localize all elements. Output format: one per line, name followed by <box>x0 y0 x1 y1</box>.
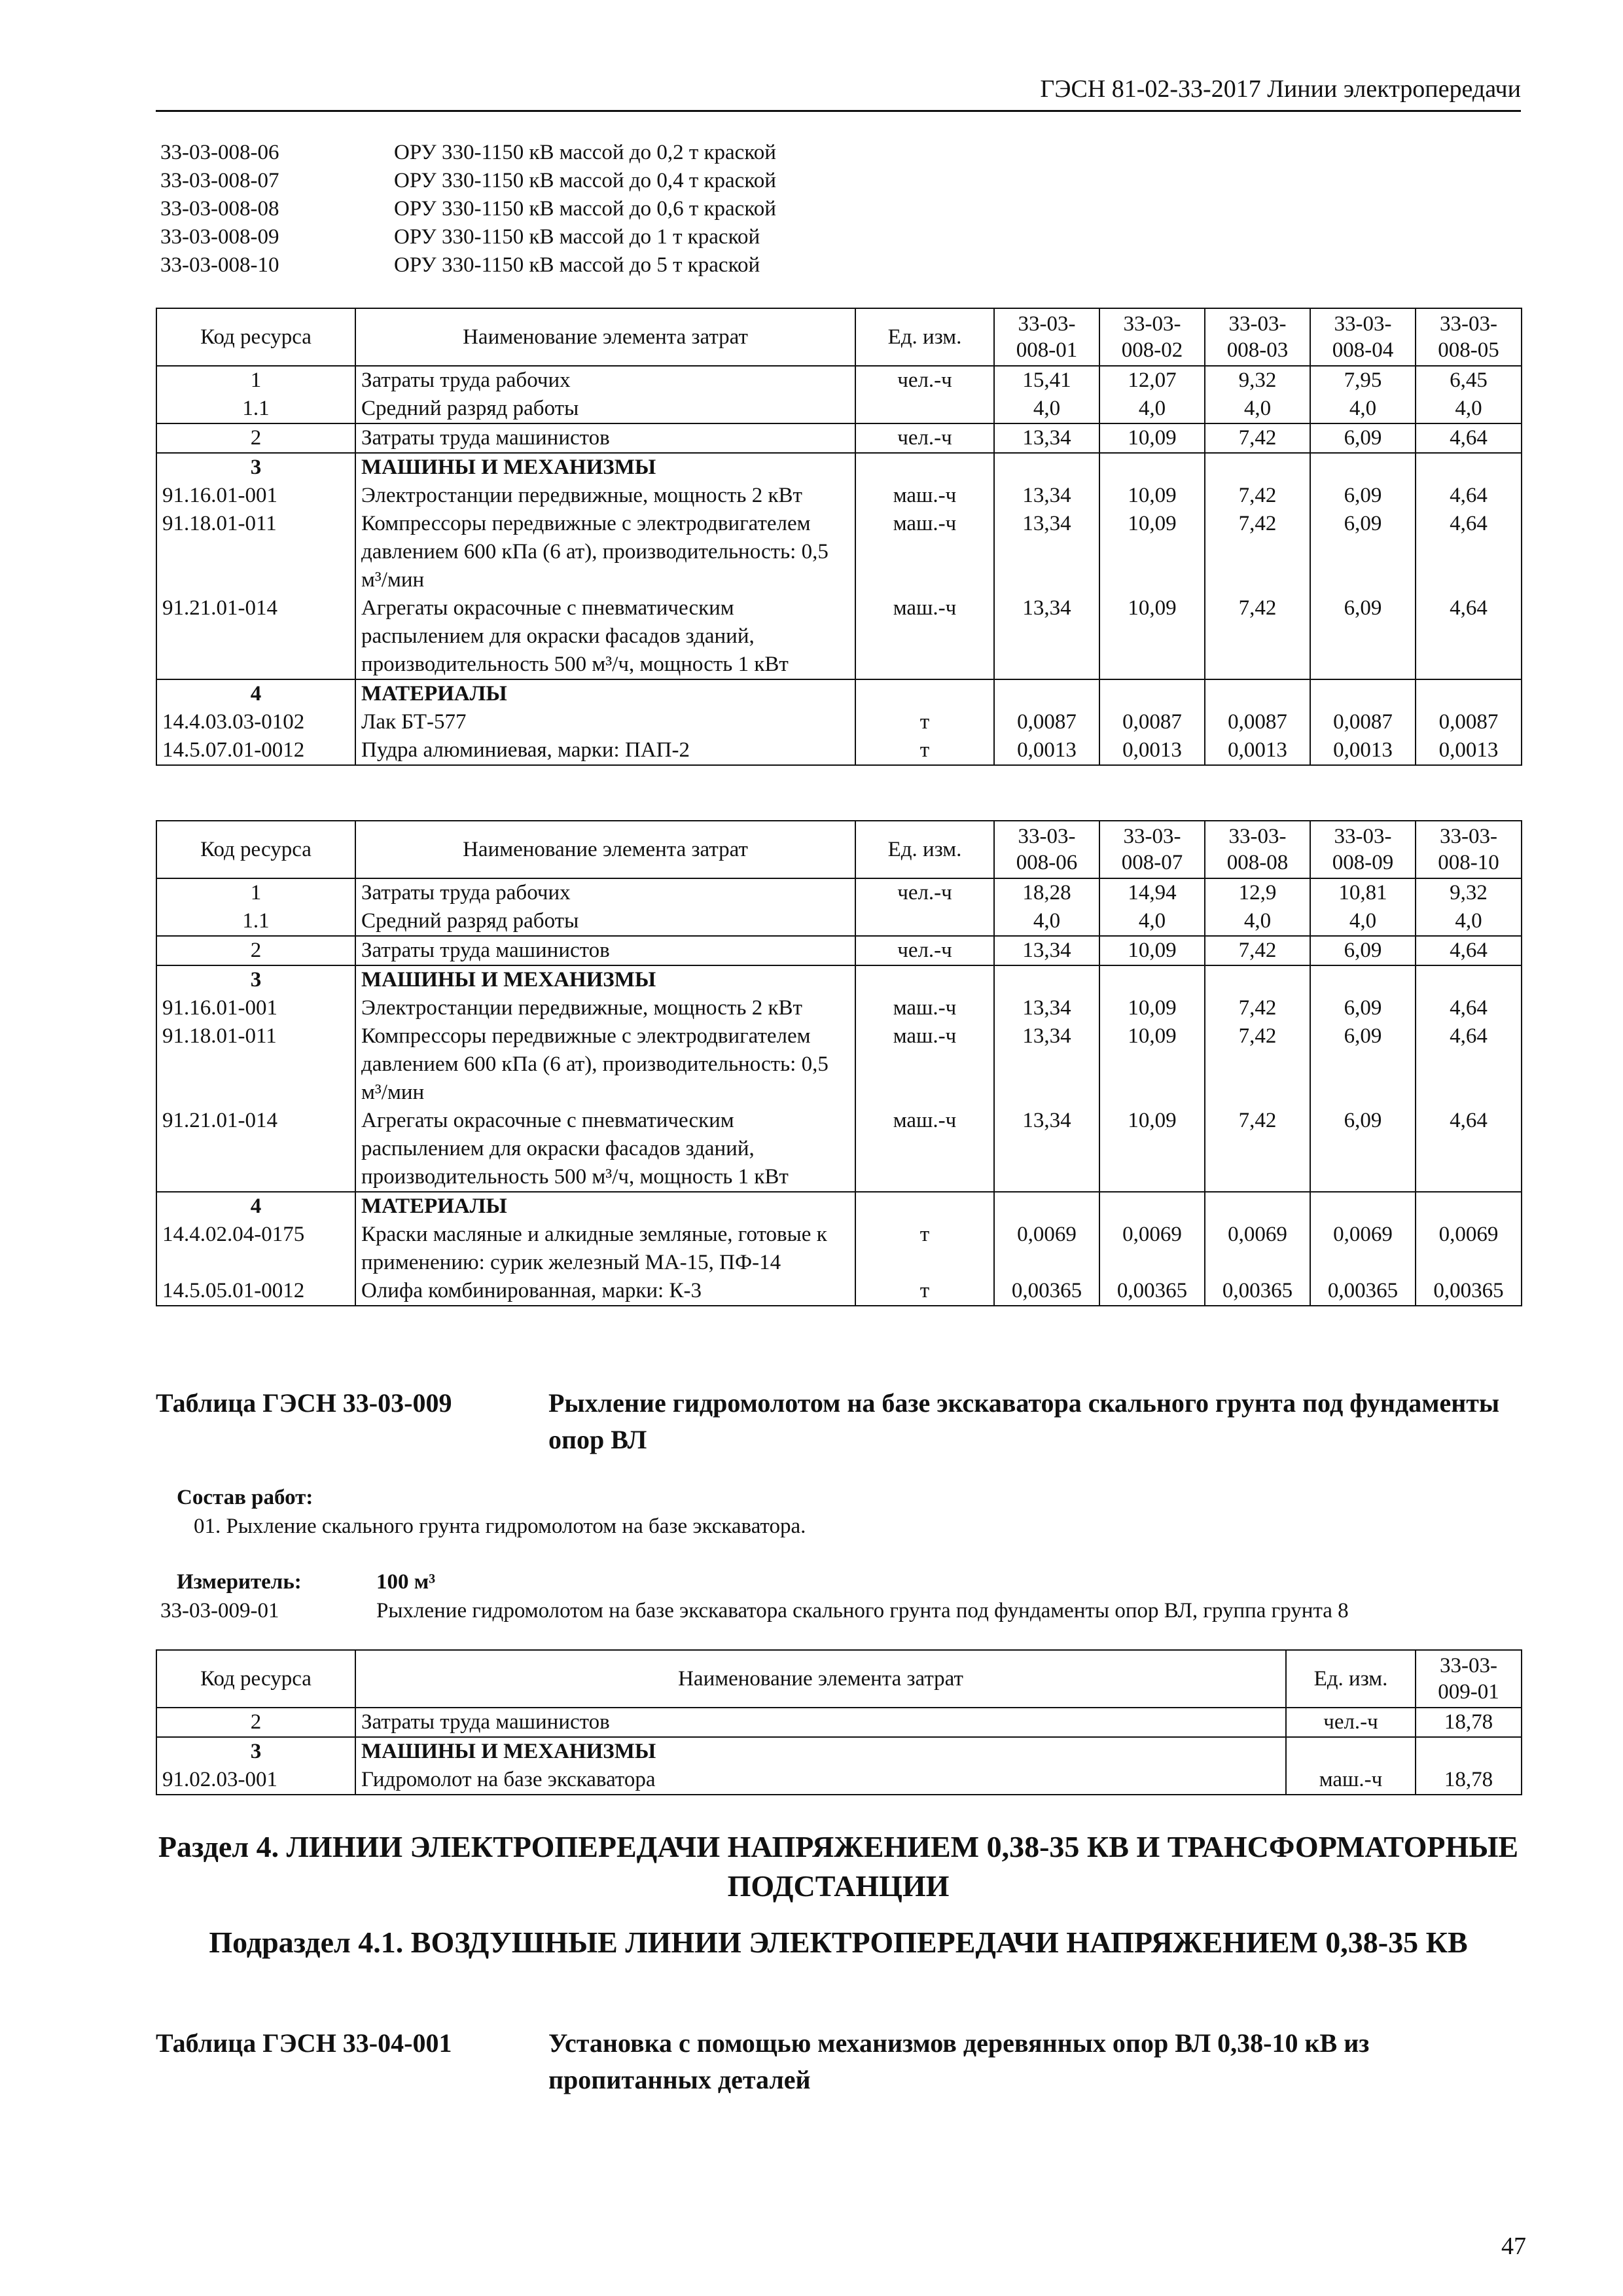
header-unit: Ед. изм. <box>855 821 994 878</box>
table-header-row <box>156 308 1522 366</box>
cell-value: 12,07 <box>1099 366 1205 395</box>
code-list-name: ОРУ 330-1150 кВ массой до 1 т краской <box>394 225 760 249</box>
cell-value: 0,00365 <box>1310 1277 1416 1306</box>
cell-value: 7,42 <box>1205 510 1310 594</box>
cell-value: 0,0013 <box>1416 736 1522 765</box>
table-row <box>156 708 1522 736</box>
cell-value: 12,9 <box>1205 878 1310 907</box>
table-row <box>156 736 1522 765</box>
header-norm-code: 33-03-008-04 <box>1310 308 1416 366</box>
cell-value <box>1205 1192 1310 1221</box>
cell-code: 1 <box>156 366 355 395</box>
table-row <box>156 1277 1522 1306</box>
code-list-code: 33-03-008-06 <box>160 141 279 164</box>
header-norm-code: 33-03-008-01 <box>994 308 1099 366</box>
cell-value <box>1416 1192 1522 1221</box>
cell-value <box>1205 965 1310 994</box>
cell-value: 4,0 <box>1416 907 1522 936</box>
table-row <box>156 1022 1522 1107</box>
cell-value: 4,0 <box>1310 907 1416 936</box>
cell-value: 4,0 <box>1099 395 1205 423</box>
cell-value <box>1310 1192 1416 1221</box>
cell-unit <box>855 453 994 482</box>
cell-code: 91.16.01-001 <box>156 994 355 1022</box>
cell-value: 0,0069 <box>1416 1221 1522 1277</box>
header-name: Наименование элемента затрат <box>355 821 855 878</box>
code-list-name: ОРУ 330-1150 кВ массой до 0,2 т краской <box>394 141 776 164</box>
cell-code: 14.5.05.01-0012 <box>156 1277 355 1306</box>
cell-value: 10,09 <box>1099 1022 1205 1107</box>
cell-value: 7,95 <box>1310 366 1416 395</box>
meter-value: 100 м³ <box>376 1570 436 1594</box>
header-unit: Ед. изм. <box>855 308 994 366</box>
code-list-name: ОРУ 330-1150 кВ массой до 5 т краской <box>394 253 760 277</box>
cell-name: Затраты труда машинистов <box>355 936 855 965</box>
cell-unit <box>855 679 994 708</box>
resource-table-008-01-05 <box>156 308 1522 766</box>
cell-value <box>994 1192 1099 1221</box>
cell-unit: т <box>855 708 994 736</box>
code-list-item <box>160 195 776 223</box>
cell-value <box>1416 679 1522 708</box>
cell-value: 7,42 <box>1205 423 1310 453</box>
table-row <box>156 878 1522 907</box>
cell-name: МАТЕРИАЛЫ <box>355 1192 855 1221</box>
cell-value: 0,0087 <box>1310 708 1416 736</box>
cell-unit: маш.-ч <box>855 1022 994 1107</box>
cell-code: 2 <box>156 423 355 453</box>
cell-value: 4,64 <box>1416 1107 1522 1192</box>
cell-value: 10,81 <box>1310 878 1416 907</box>
cell-name: Олифа комбинированная, марки: К-3 <box>355 1277 855 1306</box>
cell-name: Краски масляные и алкидные земляные, готовые к применению: сурик железный МА-15, ПФ-14 <box>355 1221 855 1277</box>
cell-value <box>994 679 1099 708</box>
cell-value: 0,0069 <box>1099 1221 1205 1277</box>
cell-value: 0,0087 <box>1416 708 1522 736</box>
table-row <box>156 1766 1522 1795</box>
cell-value: 7,42 <box>1205 1107 1310 1192</box>
code-list-name: ОРУ 330-1150 кВ массой до 0,6 т краской <box>394 197 776 221</box>
cell-value: 4,0 <box>1099 907 1205 936</box>
running-header: ГЭСН 81-02-33-2017 Линии электропередачи <box>156 71 1521 112</box>
cell-value: 6,09 <box>1310 482 1416 510</box>
cell-code: 3 <box>156 1737 355 1766</box>
resource-table-009 <box>156 1649 1522 1795</box>
cell-value: 13,34 <box>994 994 1099 1022</box>
table-row <box>156 366 1522 395</box>
cell-unit <box>855 965 994 994</box>
cell-value: 4,0 <box>1416 395 1522 423</box>
cell-code: 4 <box>156 1192 355 1221</box>
cell-code: 91.21.01-014 <box>156 594 355 679</box>
header-norm-code: 33-03-008-07 <box>1099 821 1205 878</box>
section-4-title: Раздел 4. ЛИНИИ ЭЛЕКТРОПЕРЕДАЧИ НАПРЯЖЕНИЕМ 0,38-35 КВ И ТРАНСФОРМАТОРНЫЕ ПОДСТАНЦИИ <box>158 1830 1519 1903</box>
cell-value: 10,09 <box>1099 423 1205 453</box>
cell-unit <box>855 907 994 936</box>
cell-code: 14.4.02.04-0175 <box>156 1221 355 1277</box>
cell-value: 10,09 <box>1099 594 1205 679</box>
header-norm-code: 33-03-008-02 <box>1099 308 1205 366</box>
cell-unit: т <box>855 736 994 765</box>
table-row <box>156 965 1522 994</box>
cell-value <box>1099 453 1205 482</box>
cell-value: 6,45 <box>1416 366 1522 395</box>
table-row <box>156 510 1522 594</box>
table-row <box>156 395 1522 423</box>
cell-name: МАШИНЫ И МЕХАНИЗМЫ <box>355 453 855 482</box>
cell-value: 6,09 <box>1310 423 1416 453</box>
cell-value: 13,34 <box>994 510 1099 594</box>
cell-name: Лак БТ-577 <box>355 708 855 736</box>
cell-value: 0,0013 <box>1099 736 1205 765</box>
table-row <box>156 1192 1522 1221</box>
cell-code: 91.18.01-011 <box>156 1022 355 1107</box>
cell-value: 13,34 <box>994 423 1099 453</box>
table-row <box>156 423 1522 453</box>
cell-unit: т <box>855 1277 994 1306</box>
cell-name: Электростанции передвижные, мощность 2 кВт <box>355 482 855 510</box>
cell-value: 0,0013 <box>1310 736 1416 765</box>
cell-value: 15,41 <box>994 366 1099 395</box>
cell-unit: маш.-ч <box>855 594 994 679</box>
cell-name: МАШИНЫ И МЕХАНИЗМЫ <box>355 1737 1286 1766</box>
header-name: Наименование элемента затрат <box>355 308 855 366</box>
cell-value: 6,09 <box>1310 936 1416 965</box>
cell-value: 4,64 <box>1416 510 1522 594</box>
cell-value <box>1310 679 1416 708</box>
code-list-name: ОРУ 330-1150 кВ массой до 0,4 т краской <box>394 169 776 192</box>
cell-value: 18,28 <box>994 878 1099 907</box>
header-norm-code: 33-03-008-10 <box>1416 821 1522 878</box>
cell-value: 10,09 <box>1099 482 1205 510</box>
cell-code: 2 <box>156 936 355 965</box>
top-code-list <box>160 139 776 279</box>
cell-value: 0,0069 <box>1310 1221 1416 1277</box>
header-norm-code: 33-03-008-08 <box>1205 821 1310 878</box>
cell-name: МАТЕРИАЛЫ <box>355 679 855 708</box>
cell-value: 6,09 <box>1310 1107 1416 1192</box>
table-row <box>156 1221 1522 1277</box>
cell-code: 1 <box>156 878 355 907</box>
cell-value: 7,42 <box>1205 936 1310 965</box>
cell-code: 3 <box>156 453 355 482</box>
header-norm-code: 33-03-008-06 <box>994 821 1099 878</box>
cell-value <box>1099 1192 1205 1221</box>
cell-value: 0,0013 <box>994 736 1099 765</box>
cell-value: 4,64 <box>1416 594 1522 679</box>
cell-value: 4,0 <box>1310 395 1416 423</box>
cell-code: 4 <box>156 679 355 708</box>
code-list-item <box>160 139 776 167</box>
cell-code: 1.1 <box>156 907 355 936</box>
header-code: Код ресурса <box>156 821 355 878</box>
cell-value: 0,0087 <box>994 708 1099 736</box>
header-norm-code: 33-03-008-09 <box>1310 821 1416 878</box>
cell-name: Средний разряд работы <box>355 395 855 423</box>
cell-name: Агрегаты окрасочные с пневматическим распылением для окраски фасадов зданий, производительность 500 м³/ч, мощность 1 кВт <box>355 594 855 679</box>
cell-unit <box>855 395 994 423</box>
cell-unit: чел.-ч <box>855 366 994 395</box>
cell-value <box>1416 965 1522 994</box>
cell-name: Компрессоры передвижные с электродвигателем давлением 600 кПа (6 ат), производительность: 0,5 м³/мин <box>355 1022 855 1107</box>
cell-value: 13,34 <box>994 482 1099 510</box>
cell-value: 0,00365 <box>1205 1277 1310 1306</box>
cell-value: 7,42 <box>1205 1022 1310 1107</box>
cell-code: 1.1 <box>156 395 355 423</box>
cell-code: 14.4.03.03-0102 <box>156 708 355 736</box>
cell-unit: чел.-ч <box>855 936 994 965</box>
cell-name: МАШИНЫ И МЕХАНИЗМЫ <box>355 965 855 994</box>
cell-value <box>1099 965 1205 994</box>
cell-name: Затраты труда рабочих <box>355 878 855 907</box>
cell-value: 4,0 <box>994 395 1099 423</box>
cell-name: Затраты труда машинистов <box>355 1708 1286 1737</box>
table-row <box>156 453 1522 482</box>
cell-value <box>1099 679 1205 708</box>
header-norm-code: 33-03-008-03 <box>1205 308 1310 366</box>
cell-value: 14,94 <box>1099 878 1205 907</box>
table-row <box>156 482 1522 510</box>
cell-value: 7,42 <box>1205 482 1310 510</box>
cell-value: 4,0 <box>1205 907 1310 936</box>
cell-value: 0,00365 <box>1099 1277 1205 1306</box>
work-composition-label: Состав работ: <box>177 1486 313 1509</box>
cell-code: 2 <box>156 1708 355 1737</box>
cell-value: 13,34 <box>994 594 1099 679</box>
cell-value <box>1310 965 1416 994</box>
header-norm-code: 33-03-008-05 <box>1416 308 1522 366</box>
table-row <box>156 936 1522 965</box>
cell-value: 0,0069 <box>994 1221 1099 1277</box>
cell-name: Затраты труда рабочих <box>355 366 855 395</box>
cell-value: 7,42 <box>1205 994 1310 1022</box>
cell-value: 0,0013 <box>1205 736 1310 765</box>
cell-code: 91.18.01-011 <box>156 510 355 594</box>
cell-value: 4,0 <box>1205 395 1310 423</box>
resource-table-008-06-10 <box>156 820 1522 1306</box>
table-4001-title: Установка с помощью механизмов деревянных опор ВЛ 0,38-10 кВ из пропитанных деталей <box>548 2028 1370 2094</box>
work-composition <box>177 1483 806 1541</box>
cell-value: 4,64 <box>1416 1022 1522 1107</box>
cell-value: 4,64 <box>1416 423 1522 453</box>
cell-value: 6,09 <box>1310 994 1416 1022</box>
cell-value: 18,78 <box>1416 1766 1522 1795</box>
cell-name: Компрессоры передвижные с электродвигателем давлением 600 кПа (6 ат), производительность: 0,5 м³/мин <box>355 510 855 594</box>
cell-code: 3 <box>156 965 355 994</box>
cell-unit: маш.-ч <box>855 482 994 510</box>
table-row <box>156 594 1522 679</box>
cell-value: 9,32 <box>1205 366 1310 395</box>
cell-unit: маш.-ч <box>855 994 994 1022</box>
cell-value <box>1310 453 1416 482</box>
cell-value: 6,09 <box>1310 1022 1416 1107</box>
table-row <box>156 1107 1522 1192</box>
cell-value: 0,00365 <box>994 1277 1099 1306</box>
cell-value: 13,34 <box>994 1022 1099 1107</box>
cell-value: 10,09 <box>1099 1107 1205 1192</box>
header-unit: Ед. изм. <box>1286 1650 1416 1708</box>
cell-value <box>1416 453 1522 482</box>
table-row <box>156 907 1522 936</box>
cell-value: 9,32 <box>1416 878 1522 907</box>
table-row <box>156 679 1522 708</box>
cell-name: Средний разряд работы <box>355 907 855 936</box>
cell-value: 10,09 <box>1099 510 1205 594</box>
cell-value: 4,64 <box>1416 994 1522 1022</box>
cell-value: 6,09 <box>1310 594 1416 679</box>
table-header-row <box>156 1650 1522 1708</box>
meter-label: Измеритель: <box>177 1570 302 1594</box>
header-code: Код ресурса <box>156 1650 355 1708</box>
cell-name: Гидромолот на базе экскаватора <box>355 1766 1286 1795</box>
table-009-label: Таблица ГЭСН 33-03-009 <box>156 1388 452 1418</box>
cell-value <box>994 453 1099 482</box>
cell-code: 91.16.01-001 <box>156 482 355 510</box>
code-list-code: 33-03-008-07 <box>160 169 279 192</box>
table-row <box>156 1737 1522 1766</box>
meter-code: 33-03-009-01 <box>160 1599 279 1623</box>
header-code: Код ресурса <box>156 308 355 366</box>
cell-value: 7,42 <box>1205 594 1310 679</box>
cell-name: Агрегаты окрасочные с пневматическим распылением для окраски фасадов зданий, производительность 500 м³/ч, мощность 1 кВт <box>355 1107 855 1192</box>
work-composition-item: 01. Рыхление скального грунта гидромолотом на базе экскаватора. <box>194 1515 806 1538</box>
page-number: 47 <box>1501 2233 1526 2260</box>
table-header-row <box>156 821 1522 878</box>
code-list-code: 33-03-008-08 <box>160 197 279 221</box>
table-4001-heading <box>156 2025 1521 2104</box>
code-list-item <box>160 167 776 195</box>
table-row <box>156 1708 1522 1737</box>
cell-name: Электростанции передвижные, мощность 2 кВт <box>355 994 855 1022</box>
cell-code: 91.02.03-001 <box>156 1766 355 1795</box>
header-norm-code: 33-03-009-01 <box>1416 1650 1522 1708</box>
cell-unit: т <box>855 1221 994 1277</box>
cell-value <box>1205 679 1310 708</box>
cell-value: 10,09 <box>1099 936 1205 965</box>
cell-value <box>994 965 1099 994</box>
cell-value: 4,0 <box>994 907 1099 936</box>
code-list-item <box>160 251 776 279</box>
cell-unit <box>855 1192 994 1221</box>
cell-value <box>1205 453 1310 482</box>
cell-value: 0,00365 <box>1416 1277 1522 1306</box>
cell-unit: маш.-ч <box>855 510 994 594</box>
table-009-heading <box>156 1385 1521 1463</box>
code-list-code: 33-03-008-09 <box>160 225 279 249</box>
cell-name: Затраты труда машинистов <box>355 423 855 453</box>
cell-unit <box>1286 1737 1416 1766</box>
cell-value: 0,0069 <box>1205 1221 1310 1277</box>
cell-value: 0,0087 <box>1205 708 1310 736</box>
table-row <box>156 994 1522 1022</box>
cell-unit: маш.-ч <box>1286 1766 1416 1795</box>
table-009-title: Рыхление гидромолотом на базе экскаватора скального грунта под фундаменты опор ВЛ <box>548 1388 1500 1454</box>
cell-value: 18,78 <box>1416 1708 1522 1737</box>
cell-value: 10,09 <box>1099 994 1205 1022</box>
cell-code: 14.5.07.01-0012 <box>156 736 355 765</box>
cell-value: 4,64 <box>1416 482 1522 510</box>
header-name: Наименование элемента затрат <box>355 1650 1286 1708</box>
cell-unit: чел.-ч <box>855 423 994 453</box>
cell-unit: чел.-ч <box>855 878 994 907</box>
table-4001-label: Таблица ГЭСН 33-04-001 <box>156 2028 452 2058</box>
cell-unit: чел.-ч <box>1286 1708 1416 1737</box>
cell-value: 4,64 <box>1416 936 1522 965</box>
cell-unit: маш.-ч <box>855 1107 994 1192</box>
cell-value: 13,34 <box>994 936 1099 965</box>
code-list-code: 33-03-008-10 <box>160 253 279 277</box>
cell-name: Пудра алюминиевая, марки: ПАП-2 <box>355 736 855 765</box>
meter-code-name: Рыхление гидромолотом на базе экскаватора скального грунта под фундаменты опор ВЛ, группа грунта 8 <box>376 1599 1349 1623</box>
cell-code: 91.21.01-014 <box>156 1107 355 1192</box>
cell-value: 0,0087 <box>1099 708 1205 736</box>
code-list-item <box>160 223 776 251</box>
meter-block <box>160 1568 1522 1625</box>
subsection-4-1-title: Подраздел 4.1. ВОЗДУШНЫЕ ЛИНИИ ЭЛЕКТРОПЕРЕДАЧИ НАПРЯЖЕНИЕМ 0,38-35 КВ <box>209 1926 1468 1959</box>
cell-value: 6,09 <box>1310 510 1416 594</box>
cell-value <box>1416 1737 1522 1766</box>
cell-value: 13,34 <box>994 1107 1099 1192</box>
